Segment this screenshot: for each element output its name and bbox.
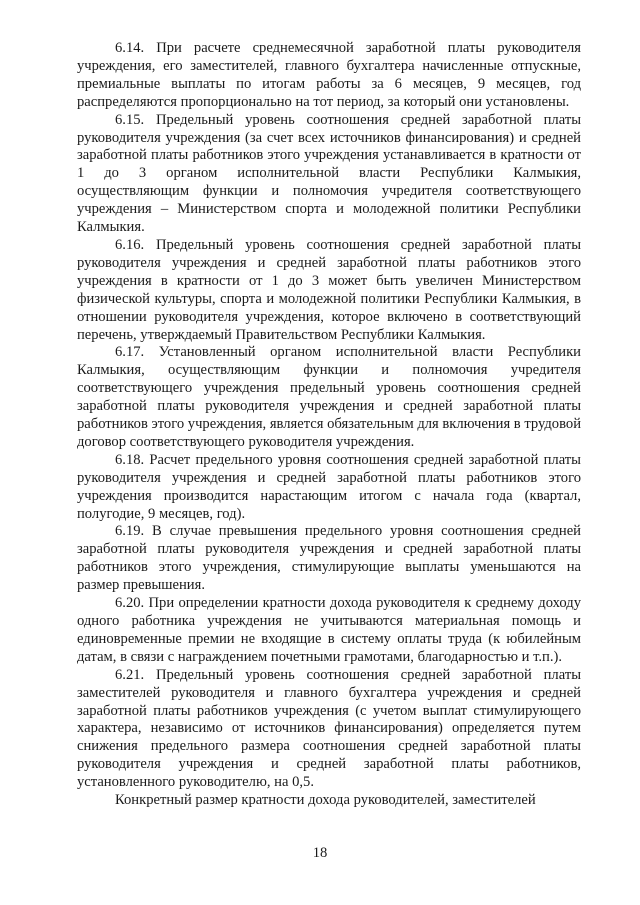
paragraph-continuation: Конкретный размер кратности дохода руководителей, заместителей — [115, 792, 536, 809]
paragraph-6-16: 6.16. Предельный уровень соотношения средней заработной платы руководителя учреждения и средней заработной платы работников этого учреждения в кратности от 1 до 3 может быть увеличен Министерством физической культуры, спорта и молодежной политики Республики Калмыкия, в отношении руководителя учреждения, которое включено в соответствующий перечень, утверждаемый Правительством Республики Калмыкия. — [77, 236, 581, 343]
paragraph-6-18: 6.18. Расчет предельного уровня соотношения средней заработной платы руководителя учреждения и средней заработной платы работников этого учреждения производится нарастающим итогом с начала года (квартал, полугодие, 9 месяцев, год). — [77, 451, 581, 522]
paragraph-6-15: 6.15. Предельный уровень соотношения средней заработной платы руководителя учреждения (за счет всех источников финансирования) и средней заработной платы работников этого учреждения устанавливается в кратности от 1 до 3 органом исполнительной власти Республики Калмыкия, осуществляющим функции и полномочия учредителя соответствующего учреждения – Министерством спорта и молодежной политики Республики Калмыкия. — [77, 111, 581, 236]
paragraph-6-19: 6.19. В случае превышения предельного уровня соотношения средней заработной платы руководителя учреждения и средней заработной платы работников этого учреждения, стимулирующие выплаты уменьшаются на размер превышения. — [77, 523, 581, 594]
page-number: 18 — [312, 845, 328, 861]
paragraph-6-20: 6.20. При определении кратности дохода руководителя к среднему доходу одного работника учреждения не учитываются материальная помощь и единовременные премии не входящие в систему оплаты труда (к юбилейным датам, в связи с награждением почетными грамотами, благодарностью и т.п.). — [77, 595, 581, 665]
document-body — [77, 40, 581, 810]
paragraph-6-17: 6.17. Установленный органом исполнительной власти Республики Калмыкия, осуществляющим функции и полномочия учредителя соответствующего учреждения предельный уровень соотношения средней заработной платы руководителя учреждения и средней заработной платы работников этого учреждения, является обязательным для включения в трудовой договор соответствующего руководителя учреждения. — [77, 344, 582, 450]
paragraph-6-21: 6.21. Предельный уровень соотношения средней заработной платы заместителей руководителя и главного бухгалтера учреждения и средней заработной платы работников учреждения (с учетом выплат стимулирующего характера, независимо от источников финансирования) определяется путем снижения предельного размера соотношения средней заработной платы руководителя учреждения и средней заработной платы работников, установленного руководителю, на 0,5. — [77, 666, 581, 791]
paragraph-6-14: 6.14. При расчете среднемесячной заработной платы руководителя учреждения, его заместителей, главного бухгалтера начисленные отпускные, премиальные выплаты по итогам работы за 6 месяцев, 9 месяцев, год распределяются пропорционально на тот период, за который они установлены. — [77, 40, 581, 110]
